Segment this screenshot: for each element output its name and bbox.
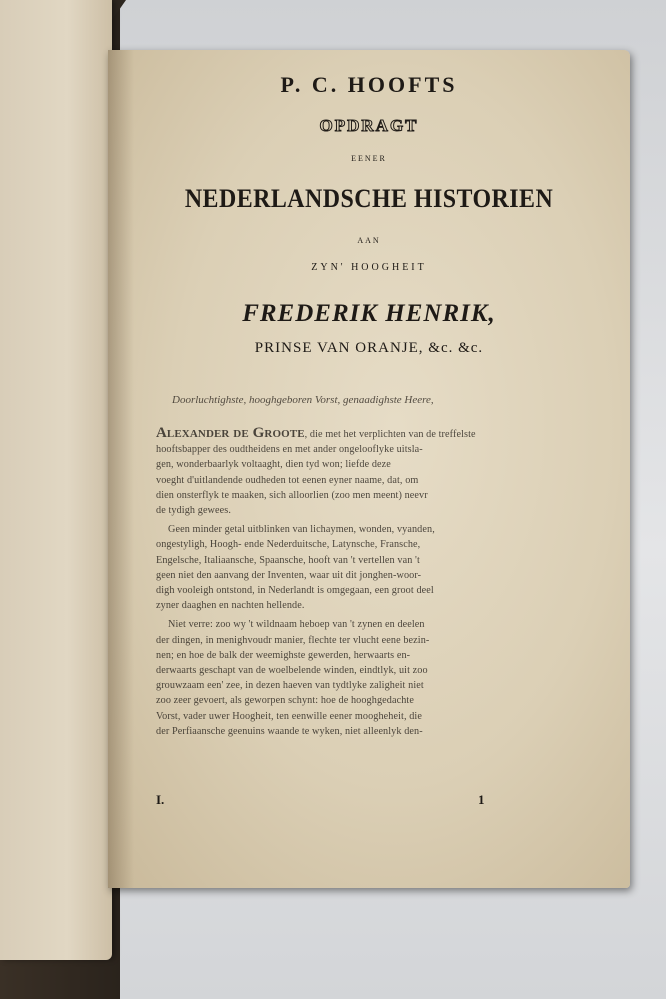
text-line: gen, wonderbaarlyk voltaaght, dien tyd won; liefde deze: [156, 459, 391, 471]
salutation: Doorluchtighste, hooghgeboren Vorst, genaadighste Heere,: [172, 394, 434, 406]
addressee-prefix: ZYN' HOOGHEIT: [311, 262, 427, 273]
text-line: Alexander de Groote, die met het verplichten van de treffelste: [156, 426, 476, 441]
text-line: dien onsterflyk te maaken, sich alloorlien (zoo men meent) neevr: [156, 489, 428, 501]
text-line: grouwzaam een' zee, in dezen haeven van tydtlyke zaligheit niet: [156, 680, 424, 692]
addressee-title: PRINSE VAN ORANJE, &c. &c.: [254, 340, 484, 356]
connector-aan: AAN: [357, 236, 381, 245]
text-line: Engelsche, Italiaansche, Spaansche, hooft van 't vertellen van 't: [156, 554, 420, 566]
addressee-name: FREDERIK HENRIK,: [242, 300, 496, 327]
text-line: Geen minder getal uitblinken van lichaymen, wonden, vyanden,: [168, 524, 435, 536]
text-line: Niet verre: zoo wy 't wildnaam heboep van 't zynen en deelen: [168, 619, 425, 631]
left-page: [0, 0, 112, 960]
text-line: der dingen, in menighvoudr manier, flechte ter vlucht eene bezin-: [156, 634, 430, 646]
right-page: [108, 50, 630, 888]
text-line: ongestyligh, Hoogh- ende Nederduitsche, Latynsche, Fransche,: [156, 539, 421, 551]
text-line: nen; en hoe de balk der weemighste gewerden, herwaarts en-: [156, 649, 411, 661]
text-line: der Perfiaansche geenuins waande te wyken, niet alleenlyk den-: [156, 725, 423, 737]
text-line: hooftsbapper des oudtheidens en met ander ongelooflyke uitsla-: [156, 444, 423, 456]
text-line: de tydigh gewees.: [156, 505, 231, 517]
dedication-heading: OPDRAGT: [319, 116, 419, 135]
body-text: [156, 426, 568, 739]
main-title: NEDERLANDSCHE HISTORIEN: [184, 184, 554, 213]
text-line: Vorst, vader uwer Hoogheit, ten eenwille eener moogheheit, die: [156, 710, 422, 722]
text-line: zyner daaghen en nachten hellende.: [156, 600, 305, 612]
text-line: voeght d'uitlandende oudheden tot eenen eyner naame, dat, om: [156, 474, 419, 486]
page-number: 1: [478, 792, 485, 807]
author-heading: P. C. HOOFTS: [280, 72, 458, 97]
text-line: digh vooleigh ontstond, in Nederlandt is omgegaan, een groot deel: [156, 585, 434, 597]
text-line: geen niet den aanvang der Inventen, waar uit dit jonghen-woor-: [156, 569, 422, 581]
signature-mark: I.: [156, 792, 165, 807]
connector-eener: EENER: [351, 154, 387, 163]
text-line: derwaarts geschapt van de woelbelende winden, eindtlyk, uit zoo: [156, 665, 428, 677]
page-gutter-shadow: [108, 50, 134, 888]
dropcap-opening: Alexander de Groote: [156, 426, 305, 441]
text-line: zoo zeer gevoert, als geworpen schynt: hoe de hooghgedachte: [156, 695, 414, 707]
